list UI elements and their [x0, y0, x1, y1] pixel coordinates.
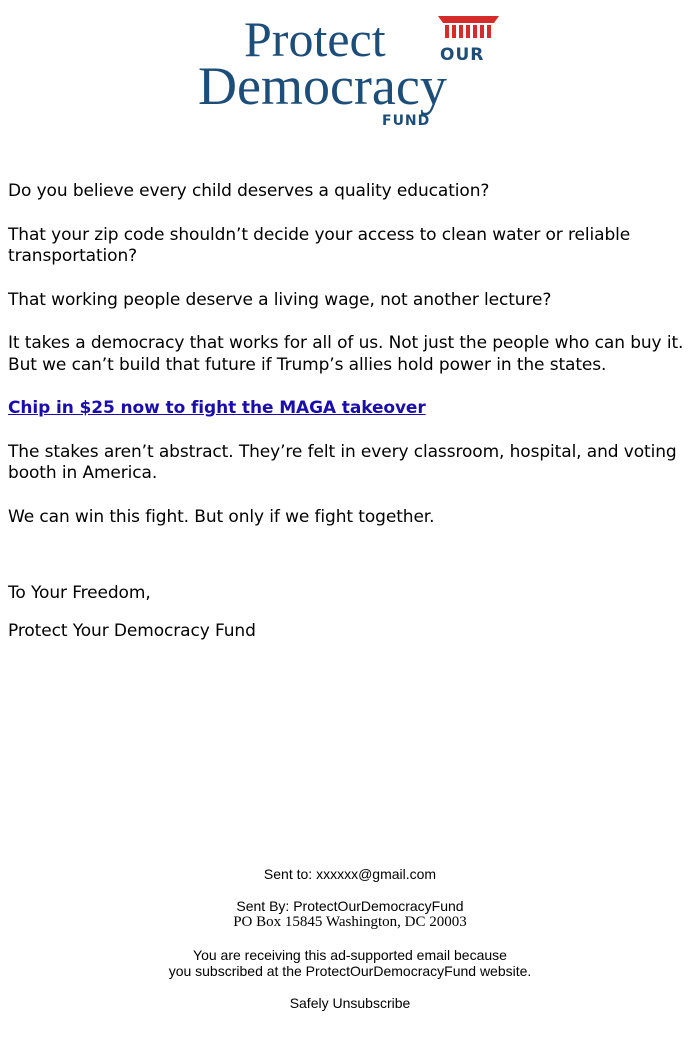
sender-info [0, 898, 700, 931]
notice-line-1: You are receiving this ad-supported email because [193, 947, 507, 963]
signoff: To Your Freedom, [8, 583, 151, 603]
unsubscribe-row [0, 995, 700, 1011]
body-paragraph-6: We can win this fight. But only if we fight together. [8, 506, 435, 527]
brand-our: OUR [440, 45, 485, 65]
notice-line-2: you subscribed at the ProtectOurDemocracyFund website. [168, 963, 532, 979]
brand-protect: Protect [244, 11, 386, 67]
body-paragraph-2: That your zip code shouldn’t decide your access to clean water or reliable transportation? [8, 224, 631, 266]
mailing-address: PO Box 15845 Washington, DC 20003 [233, 914, 467, 930]
sent-by: Sent By: ProtectOurDemocracyFund [236, 898, 464, 914]
body-paragraph-3: That working people deserve a living wage, not another lecture? [8, 289, 552, 310]
body-paragraph-1: Do you believe every child deserves a quality education? [8, 181, 490, 201]
email-footer [0, 866, 700, 1027]
brand-logo [196, 10, 506, 135]
brand-fund: FUND [382, 113, 431, 129]
body-paragraph-4: It takes a democracy that works for all of us. Not just the people who can buy it. But we can’t build that future if Trump’s allies hold power in the states. [8, 333, 684, 375]
donate-link[interactable]: Chip in $25 now to fight the MAGA takeover [8, 398, 426, 418]
cta-paragraph [8, 398, 692, 420]
email-body [8, 181, 692, 664]
body-paragraph-5: The stakes aren’t abstract. They’re felt in every classroom, hospital, and voting booth in America. [8, 441, 677, 483]
signature: Protect Your Democracy Fund [8, 620, 256, 641]
unsubscribe-link[interactable]: Safely Unsubscribe [289, 995, 411, 1011]
capitol-icon [438, 16, 499, 38]
subscription-notice [0, 947, 700, 979]
brand-democracy: Democracy [198, 56, 447, 116]
sent-to: Sent to: xxxxxx@gmail.com [263, 866, 437, 882]
brand-logo-graphic [196, 10, 506, 135]
signature-spacer [8, 550, 692, 583]
